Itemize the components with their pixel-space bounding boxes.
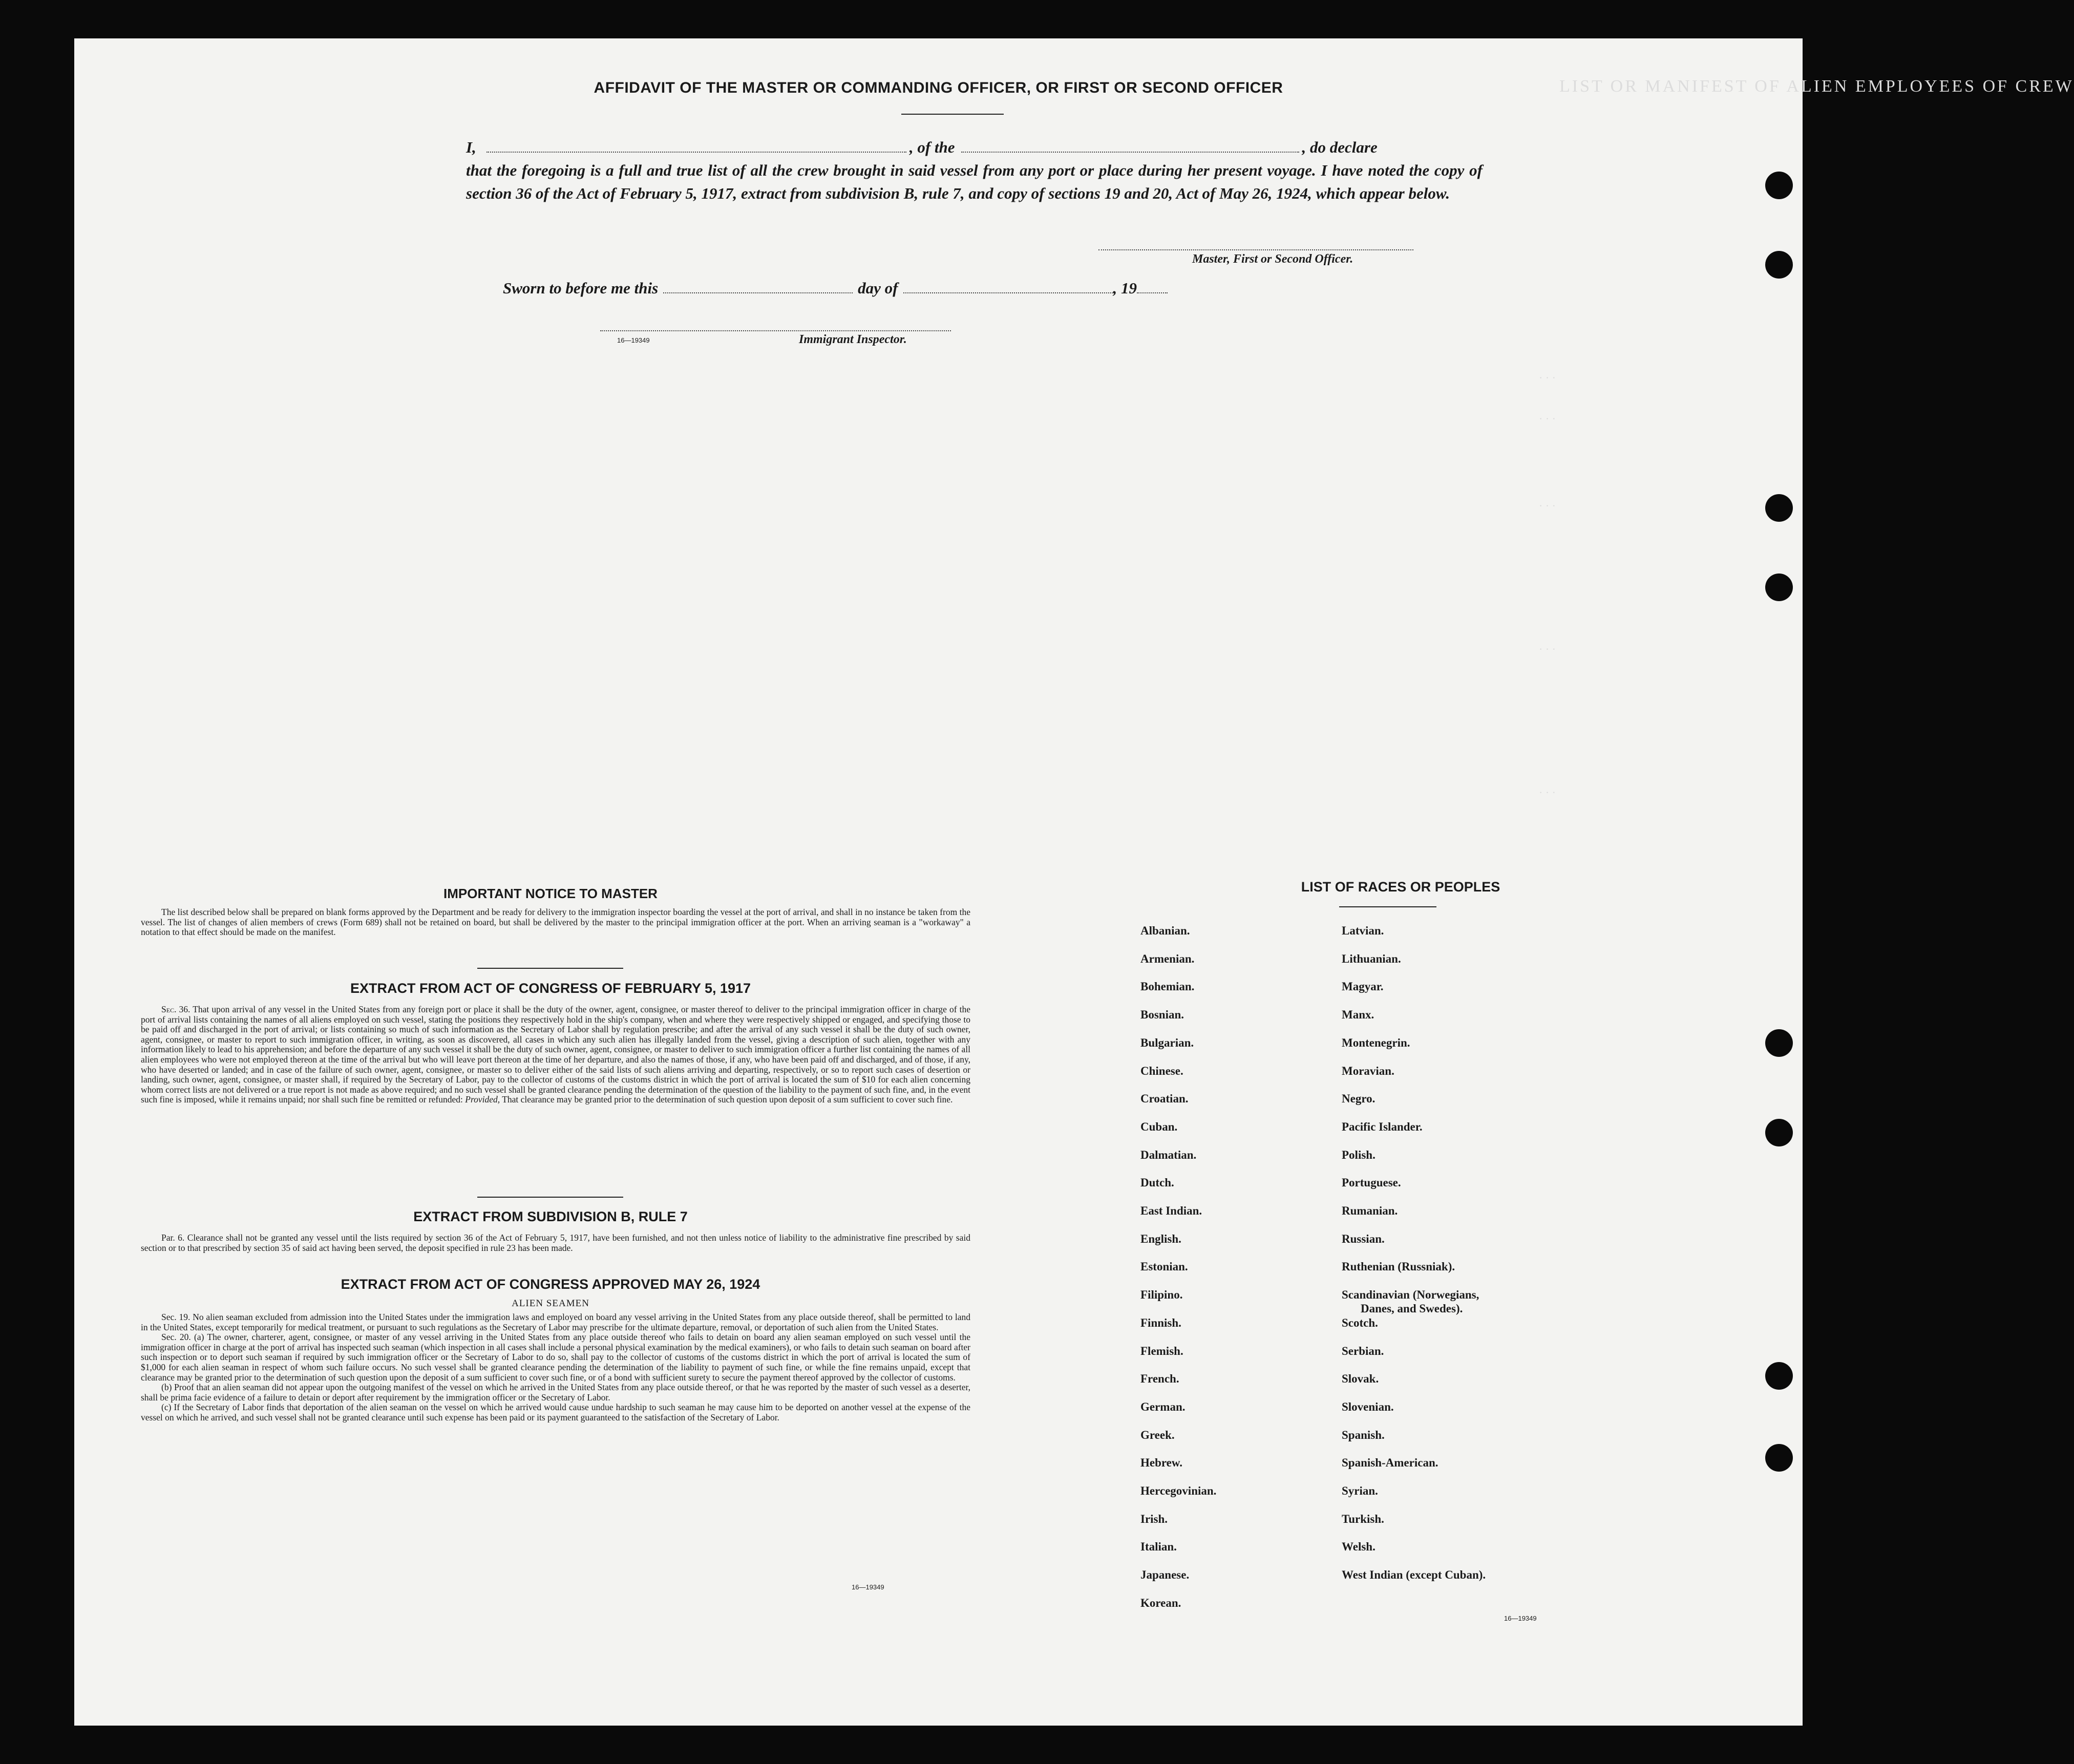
form-code-affidavit: 16—19349	[617, 336, 650, 344]
race-item: Bulgarian.	[1140, 1036, 1194, 1049]
race-item: Moravian.	[1342, 1064, 1394, 1077]
punch-hole	[1765, 1119, 1793, 1146]
races-divider	[1339, 906, 1436, 907]
race-item: Dutch.	[1140, 1176, 1174, 1189]
race-item: Chinese.	[1140, 1064, 1183, 1077]
race-item: Flemish.	[1140, 1344, 1183, 1357]
race-item: Albanian.	[1140, 924, 1190, 937]
day-of-label: day of	[858, 279, 898, 297]
race-item: East Indian.	[1140, 1204, 1202, 1217]
title-divider	[901, 114, 1004, 115]
sworn-day-blank[interactable]	[663, 292, 853, 293]
sec36-text: That upon arrival of any vessel in the United States from any foreign port or place it shall be the duty of the owner, agent, consignee, or master thereof to deliver to the principal immigration officer in charge of the port of arrival lists containing the names of all aliens employed on such vessel, stating the positions they respectively hold in the ship's company, when and where they were respectively shipped or engaged, and specifying those to be paid off and discharged in the port of arrival; or lists containing so much of such information as the Secretary of Labor shall by regulation prescribe; and after the arrival of any such vessel it shall be the duty of such owner, agent, consignee, or master to report to such immigration officer, in writing, as soon as discovered, all cases in which any such alien has illegally landed from the vessel, giving a description of such alien, together with any information likely to lead to his apprehension; and before the departure of any such vessel it shall be the duty of such owner, agent, consignee, or master to deliver to such immigration officer a further list containing the names of all alien employees who were not employed thereon at the time of the arrival but who will leave port thereon at the time of her departure, and also the names of those, if any, who have been paid off and discharged, and of those, if any, who have deserted or landed; and in case of the failure of such owner, agent, consignee, or master so to deliver either of the said lists of such aliens arriving and departing, respectively, or so to report such cases of desertion or landing, such owner, agent, consignee, or master shall, if required by the Secretary of Labor, pay to the collector of customs of the customs district in which the port of arrival is located the sum of $10 for each alien concerning whom correct lists are not delivered or a true report is not made as above required; and no such vessel shall be granted clearance pending the determination of the question of the liability to the payment of such fine, and, in the event such fine is imposed, while it remains unpaid; nor shall such fine be remitted or refunded:	[141, 1004, 971, 1105]
race-item: Montenegrin.	[1342, 1036, 1410, 1049]
punch-hole	[1765, 494, 1793, 522]
race-item: Hercegovinian.	[1140, 1484, 1217, 1497]
race-item: Filipino.	[1140, 1288, 1183, 1302]
race-item: Cuban.	[1140, 1120, 1178, 1133]
punch-hole	[1765, 1444, 1793, 1472]
race-item: Scotch.	[1342, 1316, 1378, 1329]
sworn-line	[503, 279, 1168, 297]
races-title: LIST OF RACES OR PEOPLES	[1301, 879, 1500, 895]
race-item: German.	[1140, 1400, 1186, 1413]
notice-body	[141, 907, 970, 938]
name-blank[interactable]	[486, 152, 906, 153]
vessel-blank[interactable]	[961, 152, 1299, 153]
race-item: Spanish-American.	[1342, 1456, 1438, 1470]
race-item: Estonian.	[1140, 1260, 1188, 1273]
sec36-provided: Provided,	[465, 1094, 500, 1105]
extract-rule7-body	[141, 1233, 970, 1253]
race-item: French.	[1140, 1372, 1179, 1386]
form-code-extracts: 16—19349	[852, 1583, 884, 1591]
form-code-races: 16—19349	[1504, 1614, 1537, 1622]
affidavit-declare-label: , do declare	[1302, 138, 1378, 156]
sec36-paragraph	[141, 1005, 970, 1105]
rule7-paragraph: Par. 6. Clearance shall not be granted any vessel until the lists required by section 36 of the Act of February 5, 1917, have been furnished, and not then unless notice of liability to the administrative fine prescribed by said section or to that prescribed by section 35 of said act having been served, the deposit specified in rule 23 has been made.	[141, 1232, 970, 1253]
race-item: Spanish.	[1342, 1428, 1385, 1441]
race-item: Italian.	[1140, 1540, 1177, 1554]
race-item: Dalmatian.	[1140, 1148, 1197, 1161]
race-item: Russian.	[1342, 1232, 1385, 1245]
race-item: Latvian.	[1342, 924, 1384, 937]
page-title: AFFIDAVIT OF THE MASTER OR COMMANDING OFFICER, OR FIRST OR SECOND OFFICER	[594, 79, 1283, 96]
race-item: Syrian.	[1342, 1484, 1378, 1497]
race-item: West Indian (except Cuban).	[1342, 1568, 1486, 1582]
race-item: Ruthenian (Russniak).	[1342, 1260, 1455, 1273]
affidavit-block	[466, 136, 1483, 205]
race-item: Negro.	[1342, 1092, 1375, 1106]
notice-divider	[477, 968, 623, 969]
extract-1924-body	[141, 1312, 970, 1423]
master-signature-line[interactable]	[1098, 249, 1413, 250]
inspector-signature-line[interactable]	[600, 330, 951, 331]
race-item: Slovenian.	[1342, 1400, 1394, 1413]
punch-hole	[1765, 172, 1793, 199]
sec36-tail: That clearance may be granted prior to the determination of such question upon deposit of a sum sufficient to cover such fine.	[502, 1094, 953, 1105]
punch-hole	[1765, 1362, 1793, 1390]
race-item: Armenian.	[1140, 952, 1195, 965]
extract-1924-title: EXTRACT FROM ACT OF CONGRESS APPROVED MAY 26, 1924	[341, 1277, 760, 1292]
race-item: Welsh.	[1342, 1540, 1375, 1554]
extract-1917-title: EXTRACT FROM ACT OF CONGRESS OF FEBRUARY 5, 1917	[350, 981, 751, 996]
race-item: Korean.	[1140, 1596, 1181, 1609]
sworn-year-blank[interactable]	[1137, 292, 1168, 293]
affidavit-i-label: I,	[466, 138, 476, 156]
race-item: Manx.	[1342, 1008, 1374, 1022]
race-item: Greek.	[1140, 1428, 1175, 1441]
sec20b-paragraph: (b) Proof that an alien seaman did not appear upon the outgoing manifest of the vessel on which he arrived in the United States from any place outside thereof, or that he was reported by the master of such vessel as a deserter, shall be prima facie evidence of a failure to detain or deport after requirement by the immigration officer or the Secretary of Labor.	[141, 1382, 970, 1402]
notice-title: IMPORTANT NOTICE TO MASTER	[443, 886, 658, 901]
punch-hole	[1765, 251, 1793, 279]
race-item: Bosnian.	[1140, 1008, 1184, 1022]
race-item: Irish.	[1140, 1512, 1168, 1525]
sec20c-paragraph: (c) If the Secretary of Labor finds that deportation of the alien seaman on the vessel on which he arrived would cause undue hardship to such seaman he may cause him to be deported on another vessel at the expense of the vessel on which he arrived, and such vessel shall not be granted clearance until such expense has been paid or its payment guaranteed to the satisfaction of the Secretary of Labor.	[141, 1402, 970, 1422]
race-item: Scandinavian (Norwegians,	[1342, 1288, 1479, 1302]
race-item: Slovak.	[1342, 1372, 1379, 1386]
race-item: Portuguese.	[1342, 1176, 1401, 1189]
extract-1917-divider	[477, 1197, 623, 1198]
race-item: Serbian.	[1342, 1344, 1384, 1357]
punch-hole	[1765, 573, 1793, 601]
race-item: Magyar.	[1342, 980, 1384, 993]
race-item: Hebrew.	[1140, 1456, 1182, 1470]
affidavit-first-line	[466, 136, 1483, 159]
sec20a-paragraph: Sec. 20. (a) The owner, charterer, agent, consignee, or master of any vessel arriving in the United States from any place outside thereof who fails to detain on board any alien seaman employed on such vessel until the immigration officer in charge at the port of arrival has inspected such seaman (which inspection in all cases shall include a personal physical examination by the medical examiners), or who fails to detain such seaman on board after such inspection or to deport such seaman if required by such immigration officer or the Secretary of Labor to do so, shall pay to the collector of customs of the customs district in which the port of arrival is located the sum of $1,000 for each alien seaman in respect of whom such failure occurs. No such vessel shall be granted clearance pending the determination of the liability to payment of such fine, or while the fine remains unpaid, except that clearance may be granted prior to the determination of such question upon the deposit of a sum sufficient to cover such fine, or of a bond with sufficient surety to secure the payment thereof approved by the collector of customs.	[141, 1332, 970, 1383]
notice-paragraph: The list described below shall be prepared on blank forms approved by the Department and be ready for delivery to the immigration inspector boarding the vessel at the port of arrival, and shall in no instance be taken from the vessel. The list of changes of alien members of crews (Form 689) shall not be retained on board, but shall be delivered by the master to the principal immigration officer at the port. When an arriving seaman is a "workaway" a notation to that effect should be made on the manifest.	[141, 907, 970, 938]
master-signature-label: Master, First or Second Officer.	[1192, 252, 1353, 266]
race-item: Pacific Islander.	[1342, 1120, 1423, 1133]
alien-seamen-subtitle: ALIEN SEAMEN	[512, 1298, 589, 1309]
sec19-paragraph: Sec. 19. No alien seaman excluded from admission into the United States under the immigration laws and employed on board any vessel arriving in the United States from any place outside thereof, shall be permitted to land in the United States, except temporarily for medical treatment, or pursuant to such regulations as the Secretary of Labor may prescribe for the ultimate departure, removal, or deportation of such alien from the United States.	[141, 1312, 970, 1332]
extract-rule7-title: EXTRACT FROM SUBDIVISION B, RULE 7	[413, 1209, 688, 1224]
year-prefix-label: , 19	[1113, 279, 1137, 297]
affidavit-body: that the foregoing is a full and true list of all the crew brought in said vessel from any port or place during her present voyage. I have noted the copy of section 36 of the Act of February 5, 1917, extract from subdivision B, rule 7, and copy of sections 19 and 20, Act of May 26, 1924, which appear below.	[466, 161, 1483, 202]
race-item: Lithuanian.	[1342, 952, 1401, 965]
affidavit-of-the-label: , of the	[909, 138, 955, 156]
sworn-label: Sworn to before me this	[503, 279, 659, 297]
extract-1917-body	[141, 1005, 970, 1105]
race-item: Danes, and Swedes).	[1361, 1302, 1463, 1315]
race-item: Turkish.	[1342, 1512, 1384, 1525]
race-item: Croatian.	[1140, 1092, 1189, 1106]
sworn-month-blank[interactable]	[903, 292, 1113, 293]
document-page: LIST OR MANIFEST OF ALIEN EMPLOYEES OF CREW · · · · · · · · · · · · · · · AFFIDAVIT OF THE MASTER OR COMMANDING OFFICER, OR FIRST OR SECOND OFFICER I, , of the , do declare that the foregoing is a full and true list of all the crew brought in said vessel from any port or place during her present voyage. I have noted the copy of section 36 of the Act of February 5, 1917, extract from subdivision B, rule 7, and copy of sections 19 and 20, Act of May 26, 1924, which appear below. Master, First or Second Officer. Sworn to before me this day of , 19 16—19349 Immigrant Inspector. IMPORTANT NOTICE TO MASTER The list described below shall be prepared on blank forms approved by the Department and be ready for delivery to the immigration inspector boarding the vessel at the port of arrival, and shall in no instance be taken from the vessel. The list of changes of alien members of crews (Form 689) shall not be retained on board, but shall be delivered by the master to the principal immigration officer at the port. When an arriving seaman is a "workaway" a notation to that effect should be made on the manifest. EXTRACT FROM ACT OF CONGRESS OF FEBRUARY 5, 1917 Sec. 36. That upon arrival of any vessel in the United States from any foreign port or place it shall be the duty of the owner, agent, consignee, or master thereof to deliver to the principal immigration officer in charge of the port of arrival lists containing the names of all aliens employed on such vessel, stating the positions they respectively hold in the ship's company, when and where they were respectively shipped or engaged, and specifying those to be paid off and discharged in the port of arrival; or lists containing so much of such information as the Secretary of Labor shall by regulation prescribe; and after the arrival of any such vessel it shall be the duty of such owner, agent, consignee, or master to report to such immigration officer, in writing, as soon as discovered, all cases in which any such alien has illegally landed from the vessel, giving a description of such alien, together with any information likely to lead to his apprehension; and before the departure of any such vessel it shall be the duty of such owner, agent, consignee, or master to deliver to such immigration officer a further list containing the names of all alien employees who were not employed thereon at the time of the arrival but who will leave port thereon at the time of her departure, and also the names of those, if any, who have been paid off and discharged, and of those, if any, who have deserted or landed; and in case of the failure of such owner, agent, consignee, or master so to deliver either of the said lists of such aliens arriving and departing, respectively, or so to report such cases of desertion or landing, such owner, agent, consignee, or master shall, if required by the Secretary of Labor, pay to the collector of customs of the customs district in which the port of arrival is located the sum of $10 for each alien concerning whom correct lists are not delivered or a true report is not made as above required; and no such vessel shall be granted clearance pending the determination of the question of the liability to the payment of such fine, and, in the event such fine is imposed, while it remains unpaid; nor shall such fine be remitted or refunded: Provided, That clearance may be granted prior to the determination of such question upon deposit of a sum sufficient to cover such fine. EXTRACT FROM SUBDIVISION B, RULE 7 Par. 6. Clearance shall not be granted any vessel until the lists required by section 36 of the Act of February 5, 1917, have been furnished, and not then unless notice of liability to the administrative fine prescribed by said section or to that prescribed by section 35 of said act having been served, the deposit specified in rule 23 has been made. EXTRACT FROM ACT OF CONGRESS APPROVED MAY 26, 1924 ALIEN SEAMEN Sec. 19. No alien seaman excluded from admission into the United States under the immigration laws and employed on board any vessel arriving in the United States from any place outside thereof, shall be permitted to land in the United States, except temporarily for medical treatment, or pursuant to such regulations as the Secretary of Labor may prescribe for the ultimate departure, removal, or deportation of such alien from the United States. Sec. 20. (a) The owner, charterer, agent, consignee, or master of any vessel arriving in the United States from any place outside thereof who fails to detain on board any alien seaman employed on such vessel until the immigration officer in charge at the port of arrival has inspected such seaman (which inspection in all cases shall include a personal physical examination by the medical examiners), or who fails to detain such seaman on board after such inspection or to deport such seaman if required by such immigration officer or the Secretary of Labor to do so, shall pay to the collector of customs of the customs district in which the port of arrival is located the sum of $1,000 for each alien seaman in respect of whom such failure occurs. No such vessel shall be granted clearance pending the determination of the liability to payment of such fine, or while the fine remains unpaid, except that clearance may be granted prior to the determination of such question upon the deposit of a sum sufficient to cover such fine, or of a bond with sufficient surety to secure the payment thereof approved by the collector of customs. (b) Proof that an alien seaman did not appear upon the outgoing manifest of the vessel on which he arrived in the United States from any place outside thereof, or that he was reported by the master of such vessel as a deserter, shall be prima facie evidence of a failure to detain or deport after requirement by the immigration officer or the Secretary of Labor. (c) If the Secretary of Labor finds that deportation of the alien seaman on the vessel on which he arrived would cause undue hardship to such seaman he may cause him to be deported on another vessel at the expense of the vessel on which he arrived, and such vessel shall not be granted clearance until such expense has been paid or its payment guaranteed to the satisfaction of the Secretary of Labor. 16—19349 LIST OF RACES OR PEOPLES Albanian. Armenian. Bohemian. Bosnian. Bulgarian. Chinese. Croatian. Cuban. Dalmatian. Dutch. East Indian. English. Estonian. Filipino. Finnish. Flemish. French. German. Greek. Hebrew. Hercegovinian. Irish. Italian. Japanese. Korean. Latvian. Lithuanian. Magyar. Manx. Montenegrin. Moravian. Negro. Pacific Islander. Polish. Portuguese. Rumanian. Russian. Ruthenian (Russniak). Scandinavian (Norwegians, Danes, and Swedes). Scotch. Serbian. Slovak. Slovenian. Spanish. Spanish-American. Syrian. Turkish. Welsh. West Indian (except Cuban). 16—19349	[74, 38, 1803, 1726]
race-item: Finnish.	[1140, 1316, 1181, 1329]
sec36-label: Sec. 36.	[161, 1004, 191, 1014]
punch-hole	[1765, 1029, 1793, 1057]
race-item: English.	[1140, 1232, 1181, 1245]
race-item: Japanese.	[1140, 1568, 1190, 1582]
inspector-label: Immigrant Inspector.	[799, 333, 907, 346]
race-item: Bohemian.	[1140, 980, 1195, 993]
race-item: Rumanian.	[1342, 1204, 1398, 1217]
race-item: Polish.	[1342, 1148, 1375, 1161]
